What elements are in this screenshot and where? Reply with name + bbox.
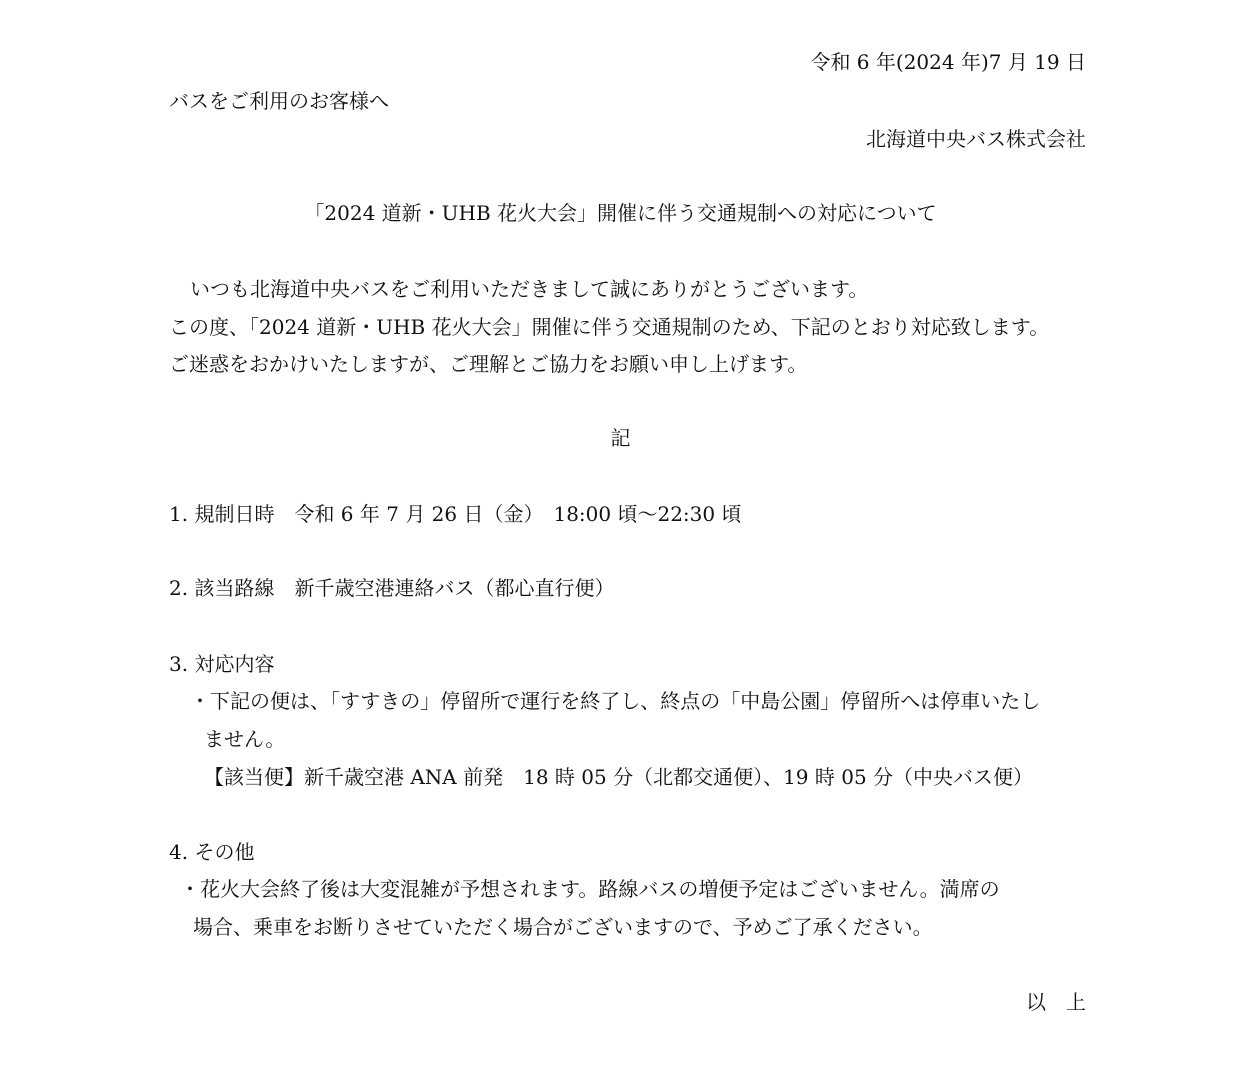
- ki-heading: 記: [610, 426, 631, 450]
- notice-title: 「2024 道新・UHB 花火大会」開催に伴う交通規制への対応について: [304, 201, 937, 225]
- item-3-line-2: ません。: [204, 727, 286, 751]
- item-3-affected-trips: 【該当便】新千歳空港 ANA 前発 18 時 05 分（北都交通便）、19 時 05 分（中央バス便）: [204, 765, 1034, 789]
- item-4-heading: 4. その他: [169, 840, 255, 864]
- intro-line-3: ご迷惑をおかけいたしますが、ご理解とご協力をお願い申し上げます。: [169, 352, 808, 376]
- addressee: バスをご利用のお客様へ: [169, 89, 389, 113]
- item-3-heading: 3. 対応内容: [169, 652, 275, 676]
- closing-ijou: 以 上: [1026, 990, 1086, 1014]
- intro-line-2: この度、「2024 道新・UHB 花火大会」開催に伴う交通規制のため、下記のとおり対応致します。: [169, 315, 1050, 339]
- intro-line-1: いつも北海道中央バスをご利用いただきまして誠にありがとうございます。: [190, 277, 869, 301]
- item-1-regulation-time: 1. 規制日時 令和 6 年 7 月 26 日（金） 18:00 頃～22:30 頃: [169, 502, 742, 526]
- sender-company: 北海道中央バス株式会社: [866, 127, 1086, 151]
- item-2-affected-route: 2. 該当路線 新千歳空港連絡バス（都心直行便）: [169, 576, 615, 600]
- item-3-line-1: ・下記の便は、「すすきの」停留所で運行を終了し、終点の「中島公園」停留所へは停車いたし: [190, 689, 1041, 713]
- item-4-line-1: ・花火大会終了後は大変混雑が予想されます。路線バスの増便予定はございません。満席の: [180, 877, 1000, 901]
- issue-date: 令和 6 年(2024 年)7 月 19 日: [810, 50, 1086, 74]
- item-4-line-2: 場合、乗車をお断りさせていただく場合がございますので、予めご了承ください。: [193, 915, 933, 939]
